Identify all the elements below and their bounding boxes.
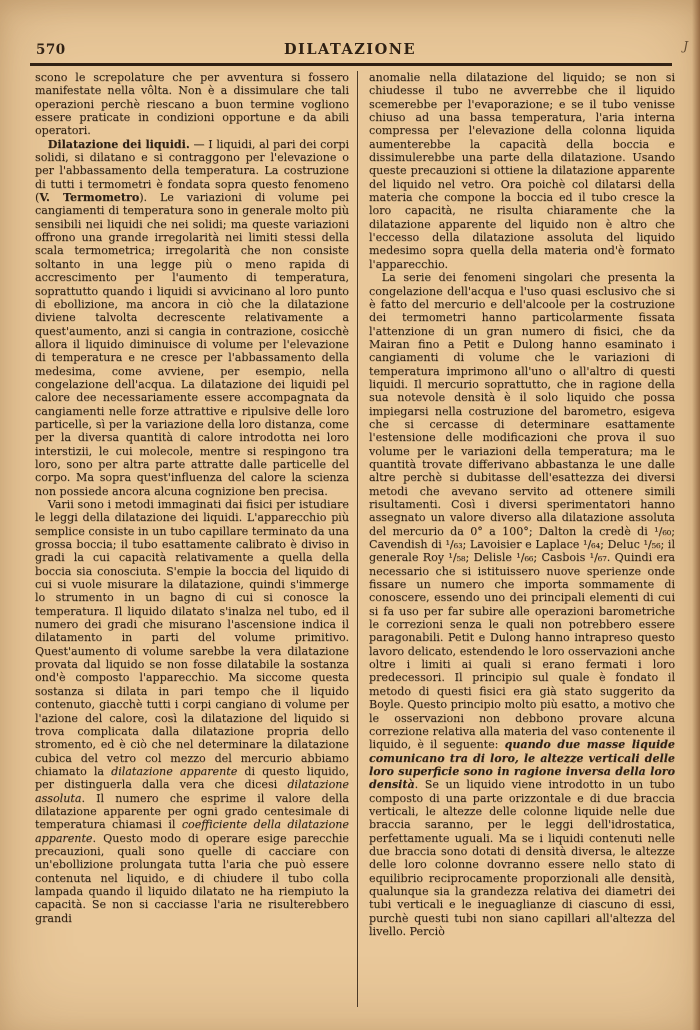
page-title: DILATAZIONE xyxy=(283,41,417,58)
text-run: La serie dei fenomeni singolari che presenta la congelazione dell'acqua e l'uso quasi esclusivo che si è fatto del mercurio e dell'alcoole per la costruzione dei termometri hanno particolarmente fissata l'attenzione di un gran numero di fisici, che da Mairan fino a Petit e Dulong hanno esaminato i cangiamenti di volume che le variazioni di temperatura imprimono all'uno o all'altro di questi liquidi. Il mercurio soprattutto, che in ragione della sua notevole densità è il solo liquido che possa impiegarsi nella costruzione del barometro, esigeva che si cercasse di determinare esattamente l'estensione delle modificazioni che prova il suo volume per le variazioni della temperatura; ma le quantità trovate differivano abbastanza le une dalle altre perchè si dubitasse dell'esattezza dei diversi metodi che avevano servito ad ottenere simili risultamenti. Così i diversi sperimentatori hanno assegnato un valore diverso alla dilatazione assoluta del mercurio da 0° a 100°; Dalton la credè di ¹/₆₀; Cavendish di ¹/₆₃; Lavoisier e Laplace ¹/₆₄; Deluc ¹/₅₆; il generale Roy ¹/₅₈; Delisle ¹/₆₆; Casbois ¹/₆₇. Quindi era necessario che si istituissero nuove sperienze onde fissare un numero che importa sommamente di conoscere, essendo uno dei principali elementi di cui si fa uso per far subire alle operazioni barometriche le correzioni senza le quali non potrebbero essere paragonabili. Petit e Dulong hanno intrapreso questo lavoro delicato, estendendo le loro osservazioni anche oltre i limiti ai quali si erano fermati i loro predecessori. Il principio sul quale è fondato il metodo di questi fisici era già stato suggerito da Boyle. Questo principio molto più esatto, a motivo che le osservazioni non debbono provare alcuna correzione relativa alla materia del vaso contenente il liquido, è il seguente: xyxy=(369,271,675,752)
corner-ink-mark: J xyxy=(683,39,688,53)
text-run: anomalie nella dilatazione del liquido; se non si chiudesse il tubo ne avverrebbe che il liquido scemerebbe per l'evaporazione; e se il tubo venisse chiuso ad una bassa temperatura, l'aria interna compressa per l'elevazione della colonna liquida aumenterebbe la capacità della boccia e dissimulerebbe una parte della dilatazione. Usando queste precauzioni si ottiene la dilatazione apparente del liquido nel vetro. Ora poichè col dilatarsi della materia che compone la boccia ed il tubo cresce la loro capacità, ne risulta chiaramente che la dilatazione apparente del liquido non è altro che l'eccesso della dilatazione assoluta del liquido medesimo sopra quella della materia ond'è formato l'apparecchio. xyxy=(369,71,675,271)
text-run: di questo liquido, per distinguerla dalla vera che dicesi xyxy=(35,764,349,792)
paragraph xyxy=(369,71,675,271)
text-run: Dilatazione dei liquidi. xyxy=(47,137,190,151)
column-right xyxy=(369,71,675,1011)
column-left xyxy=(35,71,349,1011)
paragraph xyxy=(35,138,349,498)
text-columns xyxy=(35,71,675,1011)
paragraph xyxy=(35,71,349,138)
text-run: coefficiente della dilatazione apparente xyxy=(35,818,349,845)
text-run: Varii sono i metodi immaginati dai fisici per istudiare le leggi della dilatazione dei liquidi. L'apparecchio più semplice consiste in un tubo capillare terminato da una grossa boccia; il tubo esattamente calibrato è diviso in gradi la cui capacità relativamente a quella della boccia sia conosciuta. S'empie la boccia del liquido di cui si vuole misurare la dilatazione, quindi s'immerge lo strumento in un bagno di cui si conosce la temperatura. Il liquido dilatato s'inalza nel tubo, ed il numero dei gradi che misurano l'ascensione indica il dilatamento in parti del volume primitivo. Quest'aumento di volume sarebbe la vera dilatazione provata dal liquido se non fosse dilatabile la sostanza ond'è composto l'apparecchio. Ma siccome questa sostanza si dilata in pari tempo che il liquido contenuto, giacchè tutti i corpi cangiano di volume per l'azione del calore, così la dilatazione del liquido si trova complicata dalla dilatazione propria dello stromento, ed è ciò che nel determinare la dilatazione cubica del vetro col mezzo del mercurio abbiamo chiamato la xyxy=(35,498,349,778)
text-run: scono le screpolature che per avventura si fossero manifestate nella vôlta. Non è a dissimulare che tali operazioni perchè riescano a buon termine vogliono essere praticate in condizioni opportune e da abili operatori. xyxy=(35,71,349,138)
header-rule xyxy=(30,63,672,66)
text-run: . Se un liquido viene introdotto in un tubo composto di una parte orizzontale e di due braccia verticali, le altezze delle colonne liquide nelle due braccia saranno, per le leggi dell'idrostatica, perfettamente uguali. Ma se i liquidi contenuti nelle due braccia sono dotati di densità diversa, le altezze delle loro colonne dovranno essere nello stato di equilibrio reciprocamente proporzionali alle densità, qualunque sia la grandezza relativa dei diametri dei tubi verticali e le ineguaglianze di ciascuno di essi, purchè questi tubi non siano capillari all'altezza del livello. Perciò xyxy=(369,778,675,938)
page-edge-shadow xyxy=(692,0,700,1030)
column-divider-rule xyxy=(357,71,358,1007)
text-run: dilatazione apparente xyxy=(111,764,238,778)
page-header xyxy=(30,39,688,61)
text-run: V. Termometro xyxy=(39,191,140,205)
text-run: . Il numero che esprime il valore della dilatazione apparente per ogni grado centesimale di temperatura chiamasi il xyxy=(35,791,349,832)
text-run: — I liquidi, al pari dei corpi solidi, si dilatano e si contraggono per l'elevazione o per l'abbassamento della temperatura. La costruzione di tutti i termometri è fondata sopra questo fenomeno ( xyxy=(35,137,349,205)
paragraph xyxy=(369,271,675,938)
text-run: dilatazione assoluta xyxy=(35,778,349,805)
page-number: 570 xyxy=(36,42,66,58)
text-run: quando due masse liquide comunicano tra di loro, le altezze verticali delle loro superficie sono in ragione inversa della loro densità xyxy=(369,738,675,792)
text-run: ). Le variazioni di volume pei cangiamenti di temperatura sono in generale molto più sensibili nei liquidi che nei solidi; ma queste variazioni offrono una grande irregolarità nei limiti stessi della scala termometrica; irregolarità che non consiste soltanto in una legge più o meno rapida di accrescimento per l'aumento di temperatura, soprattutto quando i liquidi si avvicinano al loro punto di ebollizione, ma ancora in ciò che la dilatazione diviene talvolta decrescente relativamente a quest'aumento, anzi si cangia in contrazione, cosicchè allora il liquido diminuisce di volume per l'elevazione di temperatura e ne cresce per l'abbassamento della medesima, come avviene, per esempio, nella congelazione dell'acqua. La dilatazione dei liquidi pel calore dee necessariamente essere accompagnata da cangiamenti nelle forze attrattive e ripulsive delle loro particelle, sì per la variazione della loro distanza, come per la diversa quantità di calore introdotta nei loro interstizii, le cui molecole, mentre si respingono tra loro, sono per altra parte attratte dalle particelle del corpo. Ma sopra quest'influenza del calore la scienza non possiede ancora alcuna cognizione ben precisa. xyxy=(35,191,349,498)
text-run: . Questo modo di operare esige parecchie precauzioni, quali sono quelle di cacciare con un'ebollizione prolungata tutta l'aria che può essere contenuta nel liquido, e di chiudere il tubo colla lampada quando il liquido dilatato ne ha riempiuto la capacità. Se non si cacciasse l'aria ne risulterebbero grandi xyxy=(35,831,349,925)
paragraph xyxy=(35,498,349,925)
